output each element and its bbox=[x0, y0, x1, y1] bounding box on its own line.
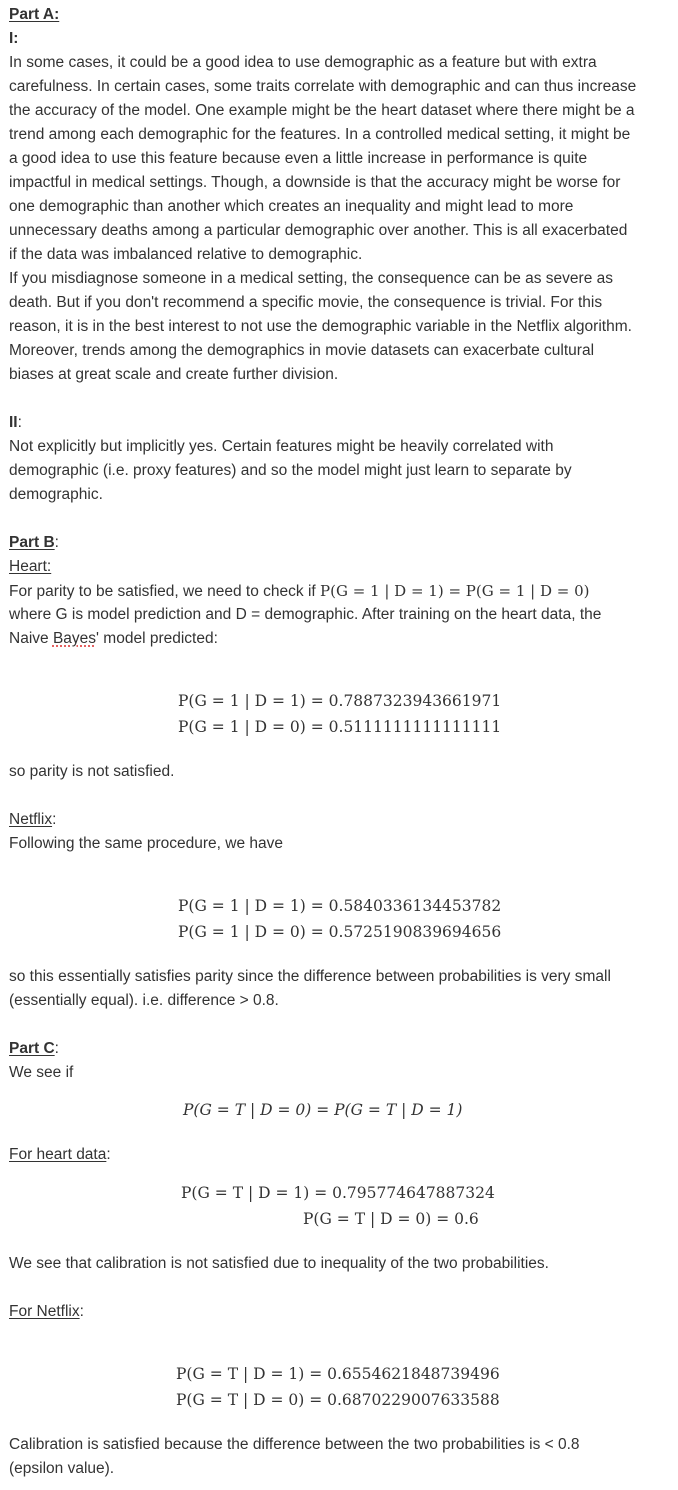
paragraph-line: one demographic than another which creates an inequality and might lead to more bbox=[9, 198, 574, 215]
paragraph-line: demographic (i.e. proxy features) and so the model might just learn to separate by bbox=[9, 462, 572, 479]
calibration-intro: We see if bbox=[9, 1064, 74, 1081]
heart-calibration-equation-1: P(G = T | D = 1) = 0.795774647887324 bbox=[181, 1184, 495, 1202]
netflix-colon: : bbox=[52, 811, 57, 828]
netflix-label: Netflix bbox=[9, 811, 53, 828]
part-c-heading bbox=[9, 1037, 59, 1061]
netflix-heading bbox=[9, 808, 56, 832]
part-b-colon: : bbox=[54, 534, 59, 551]
parity-intro-line-3 bbox=[9, 627, 218, 651]
paragraph-line: carefulness. In certain cases, some traits correlate with demographic and can thus increase bbox=[9, 78, 637, 95]
paragraph-line: Moreover, trends among the demographics in movie datasets can exacerbate cultural bbox=[9, 342, 595, 359]
intro-text: Naive bbox=[9, 630, 53, 647]
heart-data-label: For heart data bbox=[9, 1146, 107, 1163]
netflix-calibration-heading bbox=[9, 1300, 84, 1324]
netflix-calibration-conclusion-1: Calibration is satisfied because the difference between the two probabilities is < 0.8 bbox=[9, 1436, 580, 1453]
heart-parity-equation-1: P(G = 1 | D = 1) = 0.7887323943661971 bbox=[178, 692, 502, 710]
part-c-label: Part C bbox=[9, 1040, 55, 1057]
paragraph-line: if the data was imbalanced relative to demographic. bbox=[9, 246, 363, 263]
paragraph-line: demographic. bbox=[9, 486, 103, 503]
paragraph-line: Not explicitly but implicitly yes. Certain features might be heavily correlated with bbox=[9, 438, 554, 455]
sub-ii-colon: : bbox=[17, 414, 22, 431]
part-b-label: Part B bbox=[9, 534, 55, 551]
part-c-colon: : bbox=[54, 1040, 59, 1057]
heart-parity-conclusion: so parity is not satisfied. bbox=[9, 763, 175, 780]
heart-parity-equation-2: P(G = 1 | D = 0) = 0.5111111111111111 bbox=[178, 718, 502, 736]
netflix-calibration-colon: : bbox=[79, 1303, 84, 1320]
heart-data-heading bbox=[9, 1143, 111, 1167]
netflix-parity-equation-2: P(G = 1 | D = 0) = 0.5725190839694656 bbox=[178, 923, 502, 941]
paragraph-line: impactful in medical settings. Though, a downside is that the accuracy might be worse for bbox=[9, 174, 621, 191]
paragraph-line: biases at great scale and create further division. bbox=[9, 366, 339, 383]
paragraph-line: a good idea to use this feature because even a little increase in performance is quite bbox=[9, 150, 588, 167]
netflix-intro: Following the same procedure, we have bbox=[9, 835, 283, 852]
paragraph-line: In some cases, it could be a good idea to use demographic as a feature but with extra bbox=[9, 54, 597, 71]
sub-ii-label: II bbox=[9, 414, 18, 431]
heart-label: Heart: bbox=[9, 558, 52, 575]
part-a-sub-i: I: bbox=[9, 30, 19, 47]
paragraph-line: If you misdiagnose someone in a medical setting, the consequence can be as severe as bbox=[9, 270, 614, 287]
heart-calibration-conclusion: We see that calibration is not satisfied due to inequality of the two probabilities. bbox=[9, 1255, 549, 1272]
calibration-main-equation: P(G = T | D = 0) = P(G = T | D = 1) bbox=[183, 1101, 463, 1119]
paragraph-line: the accuracy of the model. One example might be the heart dataset where there might be a bbox=[9, 102, 635, 119]
part-a-heading: Part A: bbox=[9, 6, 60, 23]
spellcheck-word: Bayes bbox=[52, 630, 97, 647]
netflix-parity-equation-1: P(G = 1 | D = 1) = 0.5840336134453782 bbox=[178, 897, 502, 915]
paragraph-line: trend among each demographic for the features. In a controlled medical setting, it might be bbox=[9, 126, 631, 143]
part-a-sub-ii bbox=[9, 411, 22, 435]
netflix-calibration-label: For Netflix bbox=[9, 1303, 80, 1320]
heart-data-colon: : bbox=[106, 1146, 111, 1163]
parity-intro-line-1 bbox=[9, 579, 590, 604]
intro-text: For parity to be satisfied, we need to check if bbox=[9, 583, 321, 600]
netflix-parity-conclusion-1: so this essentially satisfies parity since the difference between probabilities is very small bbox=[9, 968, 611, 985]
netflix-calibration-equation-2: P(G = T | D = 0) = 0.6870229007633588 bbox=[176, 1391, 500, 1409]
intro-text: ' model predicted: bbox=[96, 630, 218, 647]
paragraph-line: reason, it is in the best interest to not use the demographic variable in the Netflix algorithm. bbox=[9, 318, 632, 335]
netflix-parity-conclusion-2: (essentially equal). i.e. difference > 0.8. bbox=[9, 992, 279, 1009]
parity-intro-line-2: where G is model prediction and D = demographic. After training on the heart data, the bbox=[9, 606, 602, 623]
netflix-calibration-conclusion-2: (epsilon value). bbox=[9, 1460, 115, 1477]
paragraph-line: unnecessary deaths among a particular demographic over another. This is all exacerbated bbox=[9, 222, 628, 239]
parity-inline-equation: P(G = 1 | D = 1) = P(G = 1 | D = 0) bbox=[320, 582, 590, 600]
paragraph-line: death. But if you don't recommend a specific movie, the consequence is trivial. For this bbox=[9, 294, 603, 311]
heart-calibration-equation-2: P(G = T | D = 0) = 0.6 bbox=[303, 1210, 479, 1228]
part-b-heading bbox=[9, 531, 59, 555]
netflix-calibration-equation-1: P(G = T | D = 1) = 0.6554621848739496 bbox=[176, 1365, 500, 1383]
